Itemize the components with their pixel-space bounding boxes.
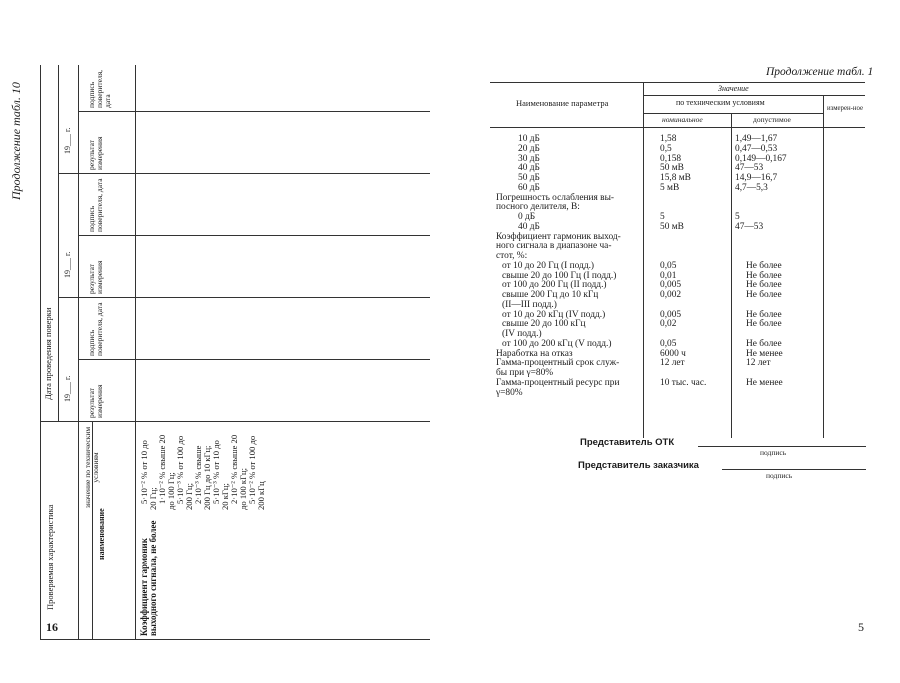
row-allowed: Не более: [746, 260, 782, 271]
header-by-tech: по техническим условиям: [676, 98, 765, 107]
header-tech-value: значение по техническим условиям: [83, 426, 100, 509]
row-allowed: 4,7—5,3: [735, 182, 768, 193]
row-param-name: Наработка на отказ: [496, 348, 573, 359]
row-allowed: 14,9—16,7: [735, 173, 778, 183]
row-nominal: 0,05: [660, 260, 677, 271]
header-signature-1: подпись поверителя, дата: [87, 302, 104, 356]
row-param-name: Гамма-процентный срок служ-: [496, 358, 620, 369]
row-param-name: свыше 200 Гц до 10 кГц: [502, 290, 599, 300]
value-line: 5·10⁻³ % от 100 до: [175, 435, 186, 504]
header-name: наименование: [97, 508, 106, 560]
row-param-name: (IV подд.): [502, 329, 542, 339]
row-nominal: 10 тыс. час.: [660, 377, 707, 388]
row-nominal: 0,05: [660, 338, 677, 349]
row-nominal: 0,005: [660, 309, 682, 320]
header-allowed: допустимое: [753, 115, 791, 124]
row-allowed: 0,47—0,53: [735, 143, 778, 154]
row-param-name: 20 дБ: [518, 143, 540, 154]
row-allowed: Не более: [746, 309, 782, 320]
row-nominal: 5 мВ: [660, 182, 680, 193]
row-param-name: Гамма-процентный ресурс при: [496, 377, 620, 388]
value-line: 200 кГц: [256, 481, 267, 510]
value-line: 200 Гц до 10 кГц;: [202, 445, 213, 510]
row-nominal: 15,8 мВ: [660, 173, 691, 183]
signature-sub-customer: подпись: [766, 471, 793, 480]
row-allowed: 0,149—0,167: [735, 153, 787, 164]
row-param-name: 0 дБ: [518, 212, 536, 222]
value-line: 5·10⁻³ % от 10 до: [211, 440, 222, 504]
row-param-name: γ=80%: [496, 387, 523, 398]
row-param-name: стот, %:: [496, 251, 528, 261]
row-param-name: 60 дБ: [518, 182, 540, 193]
right-page: [450, 0, 900, 683]
rotated-table: [9, 60, 430, 640]
row-nominal: 0,02: [660, 319, 677, 330]
row-allowed: 47—53: [735, 221, 764, 232]
row-nominal: 0,005: [660, 280, 682, 291]
row-param-name: от 100 до 200 кГц (V подд.): [502, 338, 612, 349]
row-param-name: 40 дБ: [518, 221, 540, 232]
row-nominal: 0,5: [660, 143, 672, 154]
header-result-2: результат измерения: [87, 260, 104, 294]
value-line: 200 Гц;: [184, 483, 195, 510]
row-allowed: Не менее: [746, 377, 783, 388]
value-line: 5·10⁻² % от 100 до: [247, 435, 258, 504]
row-param-name: 10 дБ: [518, 134, 540, 144]
header-nominal: номинальное: [662, 115, 703, 124]
row-nominal: 6000 ч: [660, 348, 686, 359]
row-allowed: Не более: [746, 270, 782, 281]
row-nominal: 50 мВ: [660, 221, 684, 232]
row-nominal: 5: [660, 212, 665, 222]
row-param-name: от 10 до 20 Гц (I подд.): [502, 260, 595, 271]
signature-label-customer: Представитель заказчика: [578, 460, 699, 471]
row-allowed: 47—53: [735, 163, 764, 174]
year-label-2: 19___ г.: [63, 251, 72, 278]
row-param-name: от 10 до 20 кГц (IV подд.): [502, 309, 606, 320]
row-param-name: ного сигнала в диапазоне ча-: [496, 241, 612, 252]
row-nominal: 0,158: [660, 153, 682, 164]
row-nominal: 50 мВ: [660, 163, 684, 174]
row-param-name: (II—III подд.): [502, 299, 557, 310]
value-line: 2·10⁻² % свыше 20: [229, 434, 240, 504]
value-line: 20 кГц;: [220, 483, 231, 510]
row-allowed: 1,49—1,67: [735, 134, 778, 144]
value-line: до 100 Гц;: [166, 472, 177, 510]
value-line: до 100 кГц;: [238, 468, 249, 510]
header-result-1: результат измерения: [87, 384, 104, 418]
row-nominal: 1,58: [660, 134, 677, 144]
header-measured: измерен-ное: [827, 105, 863, 112]
row-allowed: Не менее: [746, 348, 783, 359]
continuation-title-right: Продолжение табл. 1: [766, 66, 874, 78]
row-param-name: свыше 20 до 100 кГц: [502, 319, 586, 330]
row-allowed: Не более: [746, 290, 782, 300]
year-label-1: 19___ г.: [63, 375, 72, 402]
row-allowed: Не более: [746, 280, 782, 291]
value-line: 1·10⁻² % свыше 20: [157, 434, 168, 504]
row-param-name: 50 дБ: [518, 173, 540, 183]
row-param-name: Коэффициент гармоник выход-: [496, 231, 621, 242]
continuation-title-left: Продолжение табл. 10: [9, 82, 23, 200]
row-nominal: 0,01: [660, 270, 677, 281]
row-param-name: посного делителя, В:: [496, 202, 580, 213]
page-number-right: 5: [858, 620, 864, 634]
row-nominal: 12 лет: [660, 358, 685, 369]
header-checked-characteristic: Проверяемая характеристика: [45, 504, 55, 610]
page-number-left: 16: [46, 620, 58, 634]
row-param-name: Погрешность ослабления вы-: [496, 192, 615, 203]
value-line: 5·10⁻² % от 10 до: [139, 440, 149, 504]
row-allowed: 12 лет: [746, 358, 771, 369]
value-line: 2·10⁻³ % свыше: [193, 445, 204, 504]
header-value: Значение: [718, 84, 749, 93]
header-inspection-date: Дата проведения поверки: [43, 307, 53, 400]
row-allowed: Не более: [746, 319, 782, 330]
value-line: 20 Гц;: [148, 487, 159, 510]
row-param-name: свыше 20 до 100 Гц (I подд.): [502, 270, 617, 281]
signature-sub-otk: подпись: [760, 448, 787, 457]
header-signature-2: подпись поверителя, дата: [87, 178, 104, 232]
signature-label-otk: Представитель ОТК: [580, 437, 675, 448]
row-nominal: 0,002: [660, 290, 682, 300]
row-param-name: от 100 до 200 Гц (II подд.): [502, 280, 607, 291]
row-param-name: 40 дБ: [518, 163, 540, 174]
row-param-name: бы при γ=80%: [496, 368, 554, 378]
row-allowed: 5: [735, 212, 740, 222]
header-result-3: результат измерения: [87, 136, 104, 170]
header-signature-3: подпись поверителя, дата: [87, 69, 112, 108]
row-allowed: Не более: [746, 338, 782, 349]
header-param-name: Наименование параметра: [516, 98, 609, 108]
year-label-3: 19___ г.: [63, 127, 72, 154]
row-value-list: [140, 422, 266, 510]
row-param-name: 30 дБ: [518, 153, 540, 164]
row-name: Коэффициент гармоник выходного сигнала, не более: [139, 520, 159, 636]
